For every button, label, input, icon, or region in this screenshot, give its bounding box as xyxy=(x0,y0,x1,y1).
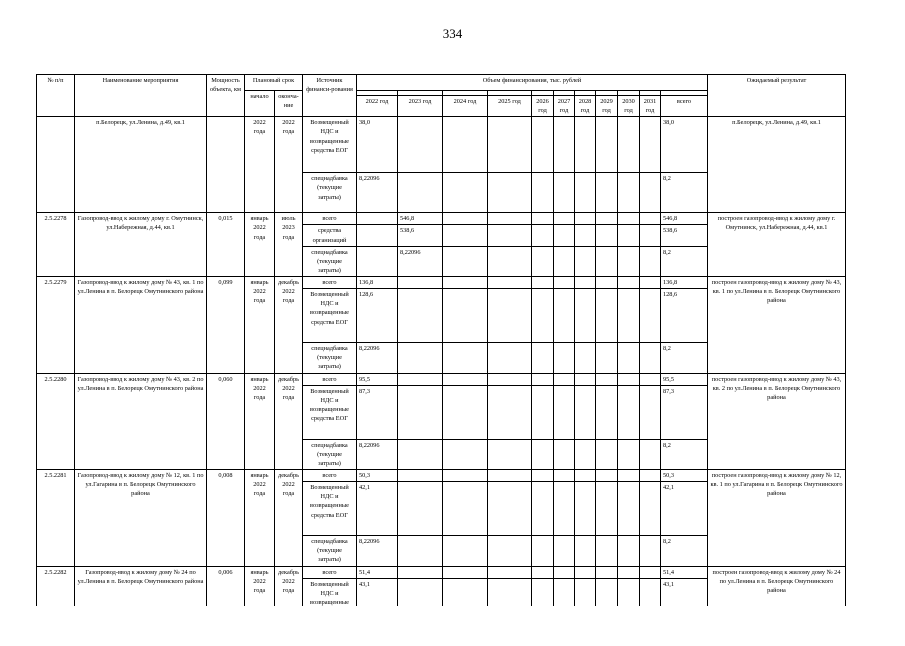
item-value xyxy=(443,225,488,246)
item-value xyxy=(575,213,596,225)
item-value xyxy=(575,373,596,385)
item-value xyxy=(618,213,640,225)
item-result: построен газопровод-ввод к жилому дому № 24 по ул.Ленина в п. Белорецк Омутнинского района xyxy=(708,566,846,632)
item-result: построен газопровод-ввод к жилому дому г. Омутнинск, ул.Набережная, д.44, кв.1 xyxy=(708,213,846,277)
item-value xyxy=(443,536,488,566)
item-start: январь 2022 года xyxy=(245,470,275,567)
item-value xyxy=(398,343,443,373)
item-value xyxy=(596,289,618,343)
item-total: 8,2 xyxy=(661,343,708,373)
item-value xyxy=(532,225,554,246)
item-total: 546,8 xyxy=(661,213,708,225)
item-value xyxy=(596,173,618,213)
item-value xyxy=(554,343,575,373)
item-value xyxy=(554,536,575,566)
item-value xyxy=(398,277,443,289)
item-value: 87,3 xyxy=(357,385,398,439)
item-value xyxy=(618,482,640,536)
item-value xyxy=(398,117,443,173)
item-value xyxy=(640,470,661,482)
item-source: Возмещенный НДС и возвращенные средства ЕОГ xyxy=(303,482,357,536)
item-value xyxy=(488,373,532,385)
item-name: Газопровод-ввод к жилому дому № 43, кв. 2 по ул.Ленина в п. Белорецк Омутнинского района xyxy=(75,373,207,470)
item-value: 128,6 xyxy=(357,289,398,343)
item-value xyxy=(554,289,575,343)
item-value xyxy=(618,566,640,578)
header-year: 2027 год xyxy=(554,96,575,117)
item-value xyxy=(640,373,661,385)
item-source: всего xyxy=(303,373,357,385)
item-end: декабрь 2022 года xyxy=(275,470,303,567)
table-row xyxy=(37,566,846,578)
item-value xyxy=(398,373,443,385)
item-value xyxy=(488,470,532,482)
item-result: построен газопровод-ввод к жилому дому № 43, кв. 1 по ул.Ленина в п. Белорецк Омутнинского района xyxy=(708,277,846,374)
item-number: 2.5.2281 xyxy=(37,470,75,567)
item-value xyxy=(640,566,661,578)
item-value xyxy=(554,373,575,385)
item-source: спецнадбавка (текущие затраты) xyxy=(303,343,357,373)
item-capacity xyxy=(207,117,245,213)
item-value xyxy=(532,117,554,173)
header-capacity: Мощность объекта, км xyxy=(207,75,245,117)
item-value xyxy=(532,482,554,536)
table-row xyxy=(37,277,846,289)
item-end: декабрь 2022 года xyxy=(275,373,303,470)
item-value xyxy=(357,225,398,246)
header-num: № п/п xyxy=(37,75,75,117)
item-value xyxy=(575,277,596,289)
item-value xyxy=(575,225,596,246)
item-value xyxy=(575,385,596,439)
item-value xyxy=(575,173,596,213)
item-total: 8,2 xyxy=(661,439,708,469)
header-year: 2030 год xyxy=(618,96,640,117)
item-value xyxy=(640,117,661,173)
item-number: 2.5.2282 xyxy=(37,566,75,632)
item-value xyxy=(488,385,532,439)
item-value: 136,8 xyxy=(357,277,398,289)
item-source: всего xyxy=(303,277,357,289)
item-value xyxy=(488,439,532,469)
item-value xyxy=(596,470,618,482)
item-value xyxy=(532,289,554,343)
item-value xyxy=(575,289,596,343)
item-total: 43,1 xyxy=(661,578,708,632)
item-end: декабрь 2022 года xyxy=(275,566,303,632)
item-value xyxy=(575,566,596,578)
item-value xyxy=(443,117,488,173)
item-value xyxy=(443,213,488,225)
item-total: 95,5 xyxy=(661,373,708,385)
item-value xyxy=(488,117,532,173)
item-value xyxy=(398,482,443,536)
item-value xyxy=(618,173,640,213)
page-number: 334 xyxy=(442,26,463,41)
item-value xyxy=(554,439,575,469)
item-value xyxy=(398,439,443,469)
item-value xyxy=(532,373,554,385)
item-total: 50,3 xyxy=(661,470,708,482)
item-value xyxy=(575,117,596,173)
item-number: 2.5.2279 xyxy=(37,277,75,374)
item-capacity: 0,099 xyxy=(207,277,245,374)
item-number: 2.5.2278 xyxy=(37,213,75,277)
item-value xyxy=(398,536,443,566)
item-value xyxy=(357,246,398,276)
item-value xyxy=(554,385,575,439)
item-value xyxy=(640,482,661,536)
item-value xyxy=(532,385,554,439)
item-capacity: 0,015 xyxy=(207,213,245,277)
item-value xyxy=(488,536,532,566)
item-value xyxy=(488,277,532,289)
item-start: январь 2022 года xyxy=(245,277,275,374)
item-value xyxy=(640,439,661,469)
header-year: 2023 год xyxy=(398,96,443,117)
item-value xyxy=(618,470,640,482)
item-number xyxy=(37,117,75,213)
item-value xyxy=(532,439,554,469)
item-total: 38,0 xyxy=(661,117,708,173)
header-period-end: оконча-ние xyxy=(275,91,303,117)
item-end: 2022 года xyxy=(275,117,303,213)
item-value xyxy=(443,470,488,482)
financing-table xyxy=(36,74,846,633)
item-number: 2.5.2280 xyxy=(37,373,75,470)
item-value xyxy=(532,470,554,482)
item-value xyxy=(443,385,488,439)
item-value xyxy=(640,213,661,225)
item-value xyxy=(532,213,554,225)
item-start: январь 2022 года xyxy=(245,213,275,277)
item-value xyxy=(488,343,532,373)
item-end: июль 2023 года xyxy=(275,213,303,277)
item-capacity: 0,008 xyxy=(207,470,245,567)
item-value: 8,22096 xyxy=(357,439,398,469)
item-value xyxy=(488,225,532,246)
item-value xyxy=(618,277,640,289)
item-end: декабрь 2022 года xyxy=(275,277,303,374)
item-value xyxy=(532,566,554,578)
item-value: 50,3 xyxy=(357,470,398,482)
header-source: Источник финанси-рования xyxy=(303,75,357,117)
item-value xyxy=(554,277,575,289)
item-value xyxy=(488,173,532,213)
item-source: Возмещенный НДС и возвращенные xyxy=(303,578,357,632)
item-total: 51,4 xyxy=(661,566,708,578)
item-name: Газопровод-ввод к жилому дому № 43, кв. 1 по ул.Ленина в п. Белорецк Омутнинского района xyxy=(75,277,207,374)
item-value xyxy=(640,289,661,343)
header-year: 2031 год xyxy=(640,96,661,117)
item-value xyxy=(618,373,640,385)
header-year: 2024 год xyxy=(443,96,488,117)
table-row xyxy=(37,117,846,173)
item-value xyxy=(640,343,661,373)
item-total: 538,6 xyxy=(661,225,708,246)
item-value xyxy=(575,482,596,536)
item-source: спецнадбавка (текущие затраты) xyxy=(303,439,357,469)
item-value xyxy=(640,277,661,289)
item-value xyxy=(575,470,596,482)
item-capacity: 0,060 xyxy=(207,373,245,470)
item-value xyxy=(488,289,532,343)
item-value xyxy=(618,246,640,276)
item-value xyxy=(596,385,618,439)
item-value xyxy=(575,246,596,276)
item-value xyxy=(554,225,575,246)
item-result: построен газопровод-ввод к жилому дому № 43, кв. 2 по ул.Ленина в п. Белорецк Омутнинского района xyxy=(708,373,846,470)
item-start: 2022 года xyxy=(245,117,275,213)
item-value xyxy=(640,173,661,213)
item-value xyxy=(596,439,618,469)
item-value xyxy=(488,213,532,225)
item-total: 8,2 xyxy=(661,173,708,213)
item-value xyxy=(398,173,443,213)
item-value xyxy=(618,385,640,439)
item-value xyxy=(554,470,575,482)
item-value: 8,22096 xyxy=(357,536,398,566)
item-source: средства организаций xyxy=(303,225,357,246)
item-source: всего xyxy=(303,213,357,225)
item-value: 538,6 xyxy=(398,225,443,246)
item-value xyxy=(488,246,532,276)
item-value xyxy=(596,117,618,173)
item-value xyxy=(575,536,596,566)
item-value xyxy=(443,566,488,578)
item-value xyxy=(532,246,554,276)
item-source: спецнадбавка (текущие затраты) xyxy=(303,173,357,213)
item-total: 42,1 xyxy=(661,482,708,536)
item-result: п.Белорецк, ул.Ленина, д.49, кв.1 xyxy=(708,117,846,213)
item-value xyxy=(618,117,640,173)
item-value xyxy=(596,246,618,276)
item-value xyxy=(443,482,488,536)
item-value xyxy=(596,343,618,373)
table-row xyxy=(37,470,846,482)
item-value xyxy=(596,277,618,289)
header-total: всего xyxy=(661,96,708,117)
item-value: 8,22096 xyxy=(357,343,398,373)
item-value xyxy=(596,566,618,578)
item-value xyxy=(532,536,554,566)
item-value xyxy=(443,173,488,213)
header-year: 2028 год xyxy=(575,96,596,117)
item-value xyxy=(532,343,554,373)
item-value xyxy=(554,246,575,276)
item-value: 43,1 xyxy=(357,578,398,632)
item-value xyxy=(398,289,443,343)
item-source: Возмещенный НДС и возвращенные средства ЕОГ xyxy=(303,385,357,439)
header-result: Ожидаемый результат xyxy=(708,75,846,117)
item-capacity: 0,006 xyxy=(207,566,245,632)
header-period-start: начало xyxy=(245,91,275,117)
item-value xyxy=(488,482,532,536)
item-value xyxy=(640,225,661,246)
item-value xyxy=(554,173,575,213)
item-value xyxy=(640,246,661,276)
item-value xyxy=(443,277,488,289)
item-value: 42,1 xyxy=(357,482,398,536)
table-row xyxy=(37,373,846,385)
item-value xyxy=(618,536,640,566)
header-name: Наименование мероприятия xyxy=(75,75,207,117)
item-value xyxy=(443,246,488,276)
item-value xyxy=(596,213,618,225)
header-year: 2025 год xyxy=(488,96,532,117)
item-value xyxy=(575,439,596,469)
item-source: спецнадбавка (текущие затраты) xyxy=(303,246,357,276)
item-value: 51,4 xyxy=(357,566,398,578)
item-value xyxy=(640,536,661,566)
item-value xyxy=(640,385,661,439)
item-value xyxy=(554,213,575,225)
item-value xyxy=(488,566,532,578)
item-start: январь 2022 года xyxy=(245,566,275,632)
item-value xyxy=(554,117,575,173)
item-value xyxy=(618,289,640,343)
item-value xyxy=(357,213,398,225)
item-value xyxy=(596,373,618,385)
item-value: 8,22096 xyxy=(357,173,398,213)
item-value xyxy=(575,343,596,373)
item-start: январь 2022 года xyxy=(245,373,275,470)
item-result: построен газопровод-ввод к жилому дому № 12, кв. 1 по ул.Гагарина в п. Белорецк Омутнинского района xyxy=(708,470,846,567)
item-name: п.Белорецк, ул.Ленина, д.49, кв.1 xyxy=(75,117,207,213)
item-total: 87,3 xyxy=(661,385,708,439)
item-total: 128,6 xyxy=(661,289,708,343)
item-value: 8,22096 xyxy=(398,246,443,276)
item-name: Газопровод-ввод к жилому дому г. Омутнинск, ул.Набережная, д.44, кв.1 xyxy=(75,213,207,277)
item-value xyxy=(618,343,640,373)
item-source: спецнадбавка (текущие затраты) xyxy=(303,536,357,566)
item-value xyxy=(398,470,443,482)
item-name: Газопровод-ввод к жилому дому № 12, кв. 1 по ул.Гагарина в п. Белорецк Омутнинского района xyxy=(75,470,207,567)
table-row xyxy=(37,213,846,225)
item-value xyxy=(443,373,488,385)
item-value xyxy=(443,439,488,469)
item-value xyxy=(554,482,575,536)
item-name: Газопровод-ввод к жилому дому № 24 по ул.Ленина в п. Белорецк Омутнинского района xyxy=(75,566,207,632)
item-value xyxy=(398,566,443,578)
header-year: 2026 год xyxy=(532,96,554,117)
item-value xyxy=(618,225,640,246)
item-value: 546,8 xyxy=(398,213,443,225)
item-source: всего xyxy=(303,470,357,482)
header-volume: Объем финансирования, тыс. рублей xyxy=(357,75,708,91)
item-value xyxy=(554,566,575,578)
item-value xyxy=(596,482,618,536)
item-value xyxy=(596,536,618,566)
item-source: Возмещенный НДС и возвращенные средства ЕОГ xyxy=(303,289,357,343)
item-value: 38,0 xyxy=(357,117,398,173)
item-total: 8,2 xyxy=(661,246,708,276)
item-value xyxy=(398,385,443,439)
item-value xyxy=(532,173,554,213)
item-source: всего xyxy=(303,566,357,578)
item-value: 95,5 xyxy=(357,373,398,385)
item-source: Возмещенный НДС и возвращенные средства ЕОГ xyxy=(303,117,357,173)
item-total: 8,2 xyxy=(661,536,708,566)
header-period: Плановый срок xyxy=(245,75,303,91)
item-total: 136,8 xyxy=(661,277,708,289)
item-value xyxy=(618,439,640,469)
item-value xyxy=(443,343,488,373)
header-year: 2029 год xyxy=(596,96,618,117)
header-year: 2022 год xyxy=(357,96,398,117)
item-value xyxy=(596,225,618,246)
item-value xyxy=(532,277,554,289)
item-value xyxy=(443,289,488,343)
